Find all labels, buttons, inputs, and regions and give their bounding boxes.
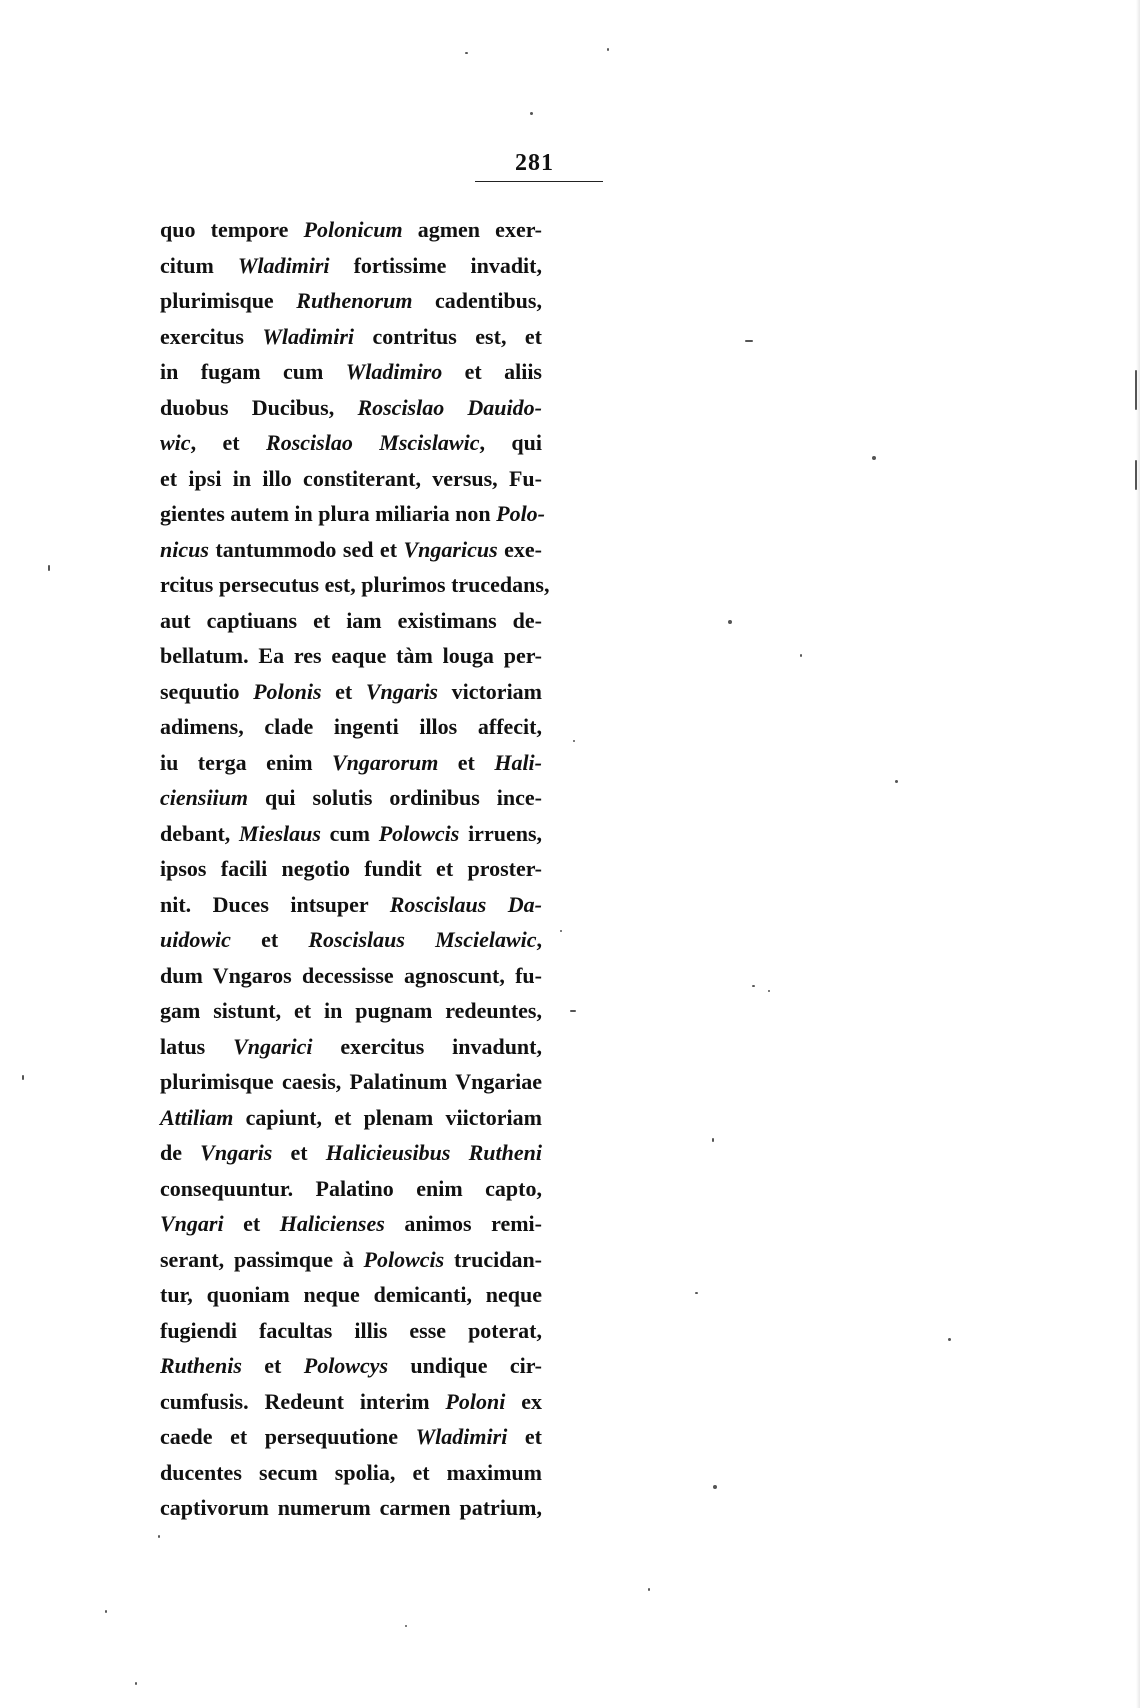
scan-speck bbox=[560, 930, 562, 932]
text-line: fugiendi facultas illis esse poterat, bbox=[160, 1317, 542, 1343]
italic-proper-name: Polowcis bbox=[378, 820, 460, 846]
text-line: wic, et Roscislao Mscislawic, qui bbox=[160, 430, 543, 455]
italic-proper-name: Roscislaus Mscielawic bbox=[308, 927, 537, 952]
text-line: exercitus Wladimiri contritus est, et bbox=[160, 323, 542, 349]
italic-proper-name: Polowcis bbox=[363, 1246, 445, 1272]
text-line: consequuntur. Palatino enim capto, bbox=[160, 1175, 542, 1201]
text-line: adimens, clade ingenti illos affecit, bbox=[160, 714, 542, 739]
italic-proper-name: Wladimiri bbox=[262, 323, 355, 349]
text-line: caede et persequutione Wladimiri et bbox=[160, 1424, 542, 1449]
italic-proper-name: Halicienses bbox=[279, 1211, 385, 1236]
scan-speck bbox=[48, 565, 50, 571]
scan-speck bbox=[158, 1535, 160, 1538]
italic-proper-name: wic bbox=[160, 430, 191, 455]
text-line: in fugam cum Wladimiro et aliis bbox=[160, 359, 542, 384]
text-line: tur, quoniam neque demicanti, neque bbox=[160, 1282, 542, 1307]
scan-speck bbox=[895, 780, 898, 783]
scan-speck bbox=[607, 48, 609, 51]
scan-speck bbox=[465, 52, 468, 54]
scan-speck bbox=[1135, 460, 1137, 490]
italic-proper-name: Hali- bbox=[494, 749, 542, 775]
page-number: 281 bbox=[515, 150, 554, 176]
text-line: quo tempore Polonicum agmen exer- bbox=[160, 217, 542, 242]
italic-proper-name: Polowcys bbox=[303, 1353, 389, 1378]
text-line: uidowic et Roscislaus Mscielawic, bbox=[160, 927, 543, 952]
italic-proper-name: uidowic bbox=[160, 927, 231, 952]
scan-speck bbox=[405, 1625, 407, 1627]
italic-proper-name: nicus bbox=[160, 536, 209, 562]
text-line: iu terga enim Vngarorum et Hali- bbox=[160, 749, 542, 775]
italic-proper-name: Ruthenorum bbox=[296, 288, 413, 313]
italic-proper-name: Polonicum bbox=[303, 217, 403, 242]
text-line: plurimisque Ruthenorum cadentibus, bbox=[160, 288, 542, 313]
text-line: gam sistunt, et in pugnam redeuntes, bbox=[160, 998, 542, 1023]
scan-speck bbox=[713, 1485, 717, 1489]
text-line: citum Wladimiri fortissime invadit, bbox=[160, 252, 542, 278]
scan-speck bbox=[872, 456, 876, 460]
scan-speck bbox=[570, 1010, 576, 1012]
scan-speck bbox=[948, 1338, 951, 1341]
italic-proper-name: Vngaris bbox=[200, 1140, 273, 1165]
italic-proper-name: Wladimiri bbox=[415, 1424, 508, 1449]
text-line: ciensiium qui solutis ordinibus ince- bbox=[160, 785, 542, 810]
italic-proper-name: Poloni bbox=[445, 1388, 506, 1414]
italic-proper-name: Roscislao Dauido- bbox=[357, 394, 542, 420]
italic-proper-name: Attiliam bbox=[160, 1104, 234, 1130]
body-text bbox=[160, 212, 550, 1526]
scan-speck bbox=[530, 112, 533, 115]
scan-speck bbox=[768, 990, 770, 992]
scan-speck bbox=[1135, 370, 1137, 410]
italic-proper-name: Vngaricus bbox=[403, 536, 498, 562]
text-line: rcitus persecutus est, plurimos trucedans, bbox=[160, 572, 550, 597]
text-line: et ipsi in illo constiterant, versus, Fu- bbox=[160, 465, 542, 491]
italic-proper-name: Vngaris bbox=[365, 678, 438, 704]
text-line: latus Vngarici exercitus invadunt, bbox=[160, 1033, 542, 1059]
italic-proper-name: Roscislao Mscislawic bbox=[266, 430, 480, 455]
scan-speck bbox=[728, 620, 732, 624]
header-rule bbox=[475, 181, 603, 182]
italic-proper-name: Wladimiro bbox=[345, 359, 443, 384]
text-line: cumfusis. Redeunt interim Poloni ex bbox=[160, 1388, 542, 1414]
scan-speck bbox=[105, 1610, 107, 1613]
text-line: dum Vngaros decessisse agnoscunt, fu- bbox=[160, 962, 542, 988]
text-line: nicus tantummodo sed et Vngaricus exe- bbox=[160, 536, 542, 562]
italic-proper-name: Vngarici bbox=[233, 1033, 313, 1059]
italic-proper-name: Vngari bbox=[160, 1211, 224, 1236]
text-line: Attiliam capiunt, et plenam viictoriam bbox=[160, 1104, 542, 1130]
text-line: captivorum numerum carmen patrium, bbox=[160, 1495, 542, 1520]
italic-proper-name: Polonis bbox=[253, 678, 322, 704]
scan-speck bbox=[573, 740, 575, 742]
scan-speck bbox=[648, 1588, 650, 1591]
scan-speck bbox=[135, 1682, 137, 1685]
text-line: debant, Mieslaus cum Polowcis irruens, bbox=[160, 820, 543, 846]
text-line: de Vngaris et Halicieusibus Rutheni bbox=[160, 1140, 542, 1165]
text-line: nit. Duces intsuper Roscislaus Da- bbox=[160, 891, 542, 917]
text-line: duobus Ducibus, Roscislao Dauido- bbox=[160, 394, 542, 420]
scan-speck bbox=[712, 1138, 714, 1142]
text-line: gientes autem in plura miliaria non Polo- bbox=[160, 501, 546, 526]
scan-speck bbox=[695, 1292, 698, 1294]
italic-proper-name: Wladimiri bbox=[237, 252, 330, 278]
text-line: sequutio Polonis et Vngaris victoriam bbox=[160, 678, 543, 704]
italic-proper-name: Halicieusibus Rutheni bbox=[325, 1140, 542, 1165]
scan-speck bbox=[22, 1075, 24, 1080]
text-line: bellatum. Ea res eaque tàm louga per- bbox=[160, 643, 542, 668]
italic-proper-name: Polo- bbox=[496, 501, 546, 526]
italic-proper-name: ciensiium bbox=[160, 785, 249, 810]
text-line: Vngari et Halicienses animos remi- bbox=[160, 1211, 542, 1236]
text-line: ducentes secum spolia, et maximum bbox=[160, 1459, 542, 1485]
scan-speck bbox=[752, 985, 755, 987]
text-line: plurimisque caesis, Palatinum Vngariae bbox=[160, 1069, 542, 1094]
italic-proper-name: Vngarorum bbox=[331, 749, 439, 775]
italic-proper-name: Mieslaus bbox=[239, 820, 321, 846]
page-edge-shadow bbox=[1136, 0, 1140, 1708]
text-line: serant, passimque à Polowcis trucidan- bbox=[160, 1246, 543, 1272]
italic-proper-name: Roscislaus Da- bbox=[389, 891, 542, 917]
scan-speck bbox=[800, 654, 802, 657]
text-line: Ruthenis et Polowcys undique cir- bbox=[160, 1353, 542, 1378]
text-line: aut captiuans et iam existimans de- bbox=[160, 607, 542, 633]
scan-speck bbox=[745, 340, 753, 342]
italic-proper-name: Ruthenis bbox=[160, 1353, 242, 1378]
text-line: ipsos facili negotio fundit et proster- bbox=[160, 856, 542, 881]
